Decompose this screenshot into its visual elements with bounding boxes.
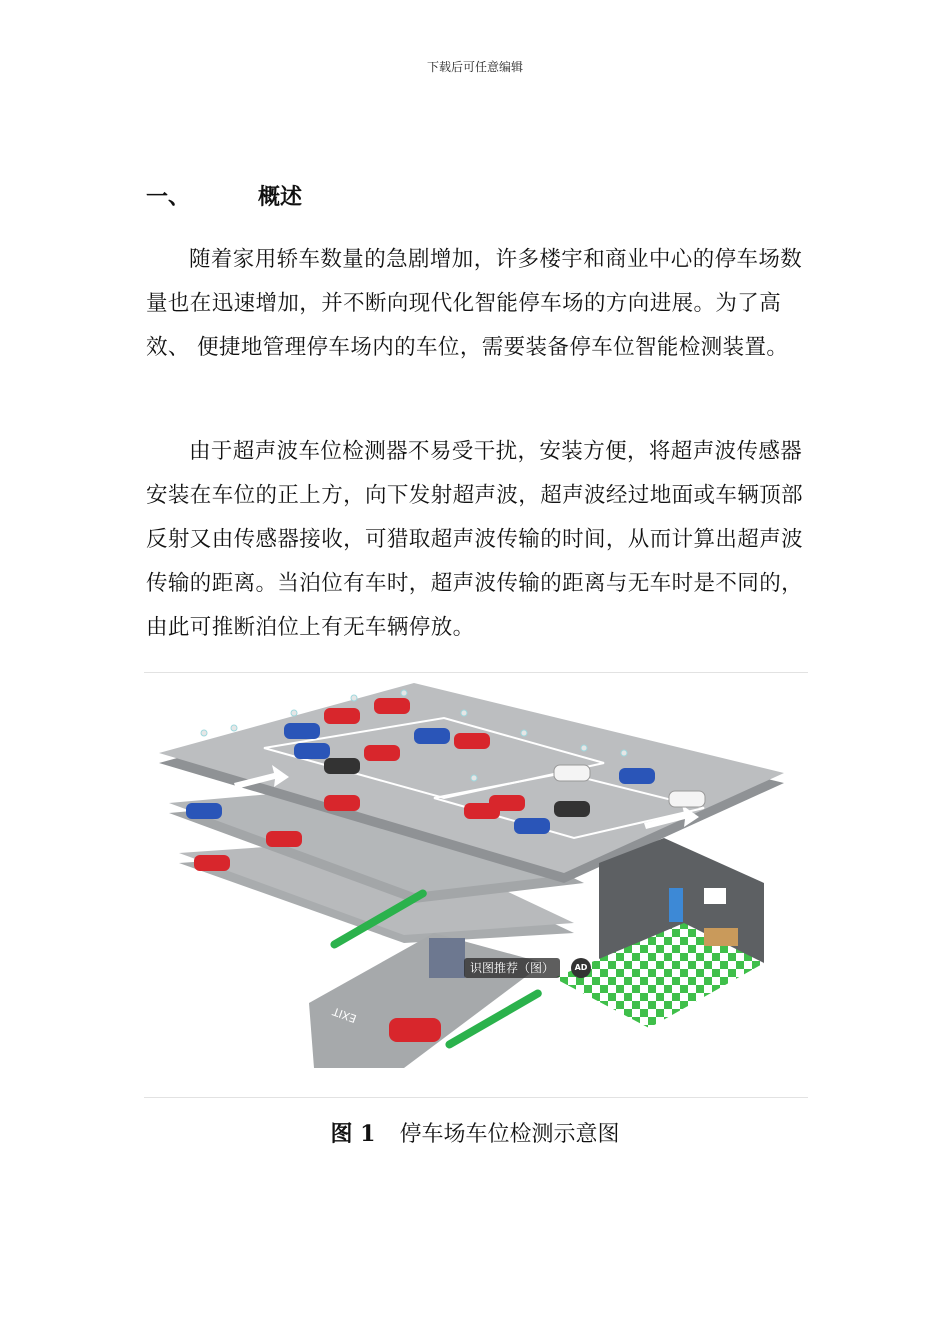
car-white — [554, 765, 590, 781]
car-blue — [414, 728, 450, 744]
car-red — [194, 855, 230, 871]
ultrasonic-sensor — [351, 695, 357, 701]
exit-marking: EXIT — [330, 1004, 359, 1026]
exit-ramp — [309, 933, 544, 1068]
ad-badge[interactable]: AD — [571, 958, 591, 978]
office-window — [704, 888, 726, 904]
car-red — [266, 831, 302, 847]
ultrasonic-sensor — [231, 725, 237, 731]
paragraph-2: 由于超声波车位检测器不易受干扰，安装方便，将超声波传感器安装在车位的正上方，向下发射超声波，超声波经过地面或车辆顶部反射又由传感器接收，可猎取超声波传输的时间，从而计算出超声波传输的距离。当泊位有车时，超声波传输的距离与无车时是不同的，由此可推断泊位上有无车辆停放。 — [146, 439, 804, 640]
car-red — [364, 745, 400, 761]
car-red-exit — [389, 1018, 441, 1042]
figure-caption — [0, 1117, 950, 1148]
ultrasonic-sensor — [621, 750, 627, 756]
ultrasonic-sensor — [201, 730, 207, 736]
car-dark — [554, 801, 590, 817]
recommendation-overlay[interactable]: 识图推荐（图） — [464, 958, 560, 978]
toll-booth — [429, 938, 465, 978]
car-blue — [284, 723, 320, 739]
section-heading — [146, 180, 302, 211]
ultrasonic-sensor — [461, 710, 467, 716]
ultrasonic-sensor — [471, 775, 477, 781]
car-dark — [324, 758, 360, 774]
ultrasonic-sensor — [581, 745, 587, 751]
car-blue — [619, 768, 655, 784]
parking-illustration — [144, 672, 808, 1098]
car-red — [374, 698, 410, 714]
car-blue — [186, 803, 222, 819]
car-white — [669, 791, 705, 807]
caption-label: 图 1 — [330, 1121, 376, 1147]
caption-text: 停车场车位检测示意图 — [399, 1122, 620, 1147]
car-blue — [514, 818, 550, 834]
section-title: 概述 — [258, 185, 303, 210]
car-red — [489, 795, 525, 811]
car-red — [454, 733, 490, 749]
ultrasonic-sensor — [521, 730, 527, 736]
car-red — [324, 708, 360, 724]
office-door — [669, 888, 683, 922]
ultrasonic-sensor — [401, 690, 407, 696]
section-number: 一、 — [146, 185, 191, 210]
car-red — [324, 795, 360, 811]
ultrasonic-sensor — [291, 710, 297, 716]
parking-garage-diagram — [144, 673, 808, 1097]
car-blue — [294, 743, 330, 759]
header-note: 下载后可任意编辑 — [426, 60, 523, 74]
office-desk — [704, 928, 738, 946]
paragraph-1: 随着家用轿车数量的急剧增加，许多楼宇和商业中心的停车场数量也在迅速增加，并不断向现代化智能停车场的方向进展。为了高效、 便捷地管理停车场内的车位，需要装备停车位智能检测装置。 — [146, 247, 803, 360]
